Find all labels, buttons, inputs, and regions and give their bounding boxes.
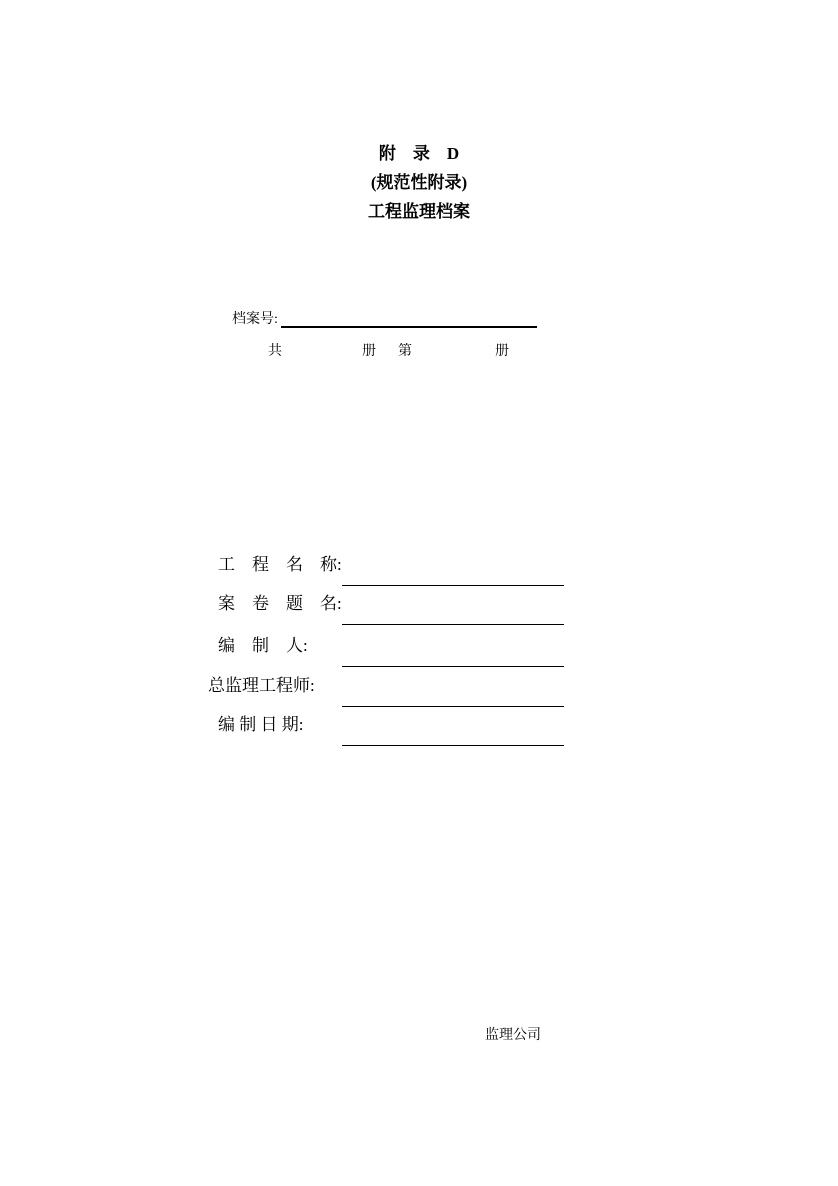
archive-number-blank[interactable] <box>281 312 537 328</box>
volume-total-label: 共 <box>268 344 282 359</box>
compiler-blank[interactable] <box>342 666 564 667</box>
archive-number-label: 档案号: <box>232 312 278 327</box>
compile-date-blank[interactable] <box>342 745 564 746</box>
project-name-blank[interactable] <box>342 585 564 586</box>
chief-engineer-row <box>208 675 608 715</box>
file-title-label: 案 卷 题 名: <box>218 594 342 613</box>
appendix-subtitle: (规范性附录) <box>370 173 468 192</box>
file-title-row <box>208 593 608 633</box>
project-name-row <box>208 554 608 594</box>
document-title: 工程监理档案 <box>368 202 470 221</box>
project-name-label: 工 程 名 称: <box>218 555 342 574</box>
compile-date-label: 编 制 日 期: <box>218 715 304 734</box>
compiler-row <box>208 635 608 675</box>
company-name: 监理公司 <box>485 1028 541 1043</box>
compile-date-row <box>208 714 608 754</box>
chief-engineer-blank[interactable] <box>342 706 564 707</box>
volume-unit-label-1: 册 <box>362 344 376 359</box>
volume-unit-label-2: 册 <box>495 344 509 359</box>
appendix-title: 附 录 D <box>378 144 460 163</box>
compiler-label: 编 制 人: <box>218 636 308 655</box>
title-block <box>0 139 838 226</box>
file-title-blank[interactable] <box>342 624 564 625</box>
volume-count-row <box>232 340 542 358</box>
volume-ordinal-label: 第 <box>398 344 412 359</box>
archive-number-row <box>232 311 537 328</box>
chief-engineer-label: 总监理工程师: <box>208 676 315 695</box>
